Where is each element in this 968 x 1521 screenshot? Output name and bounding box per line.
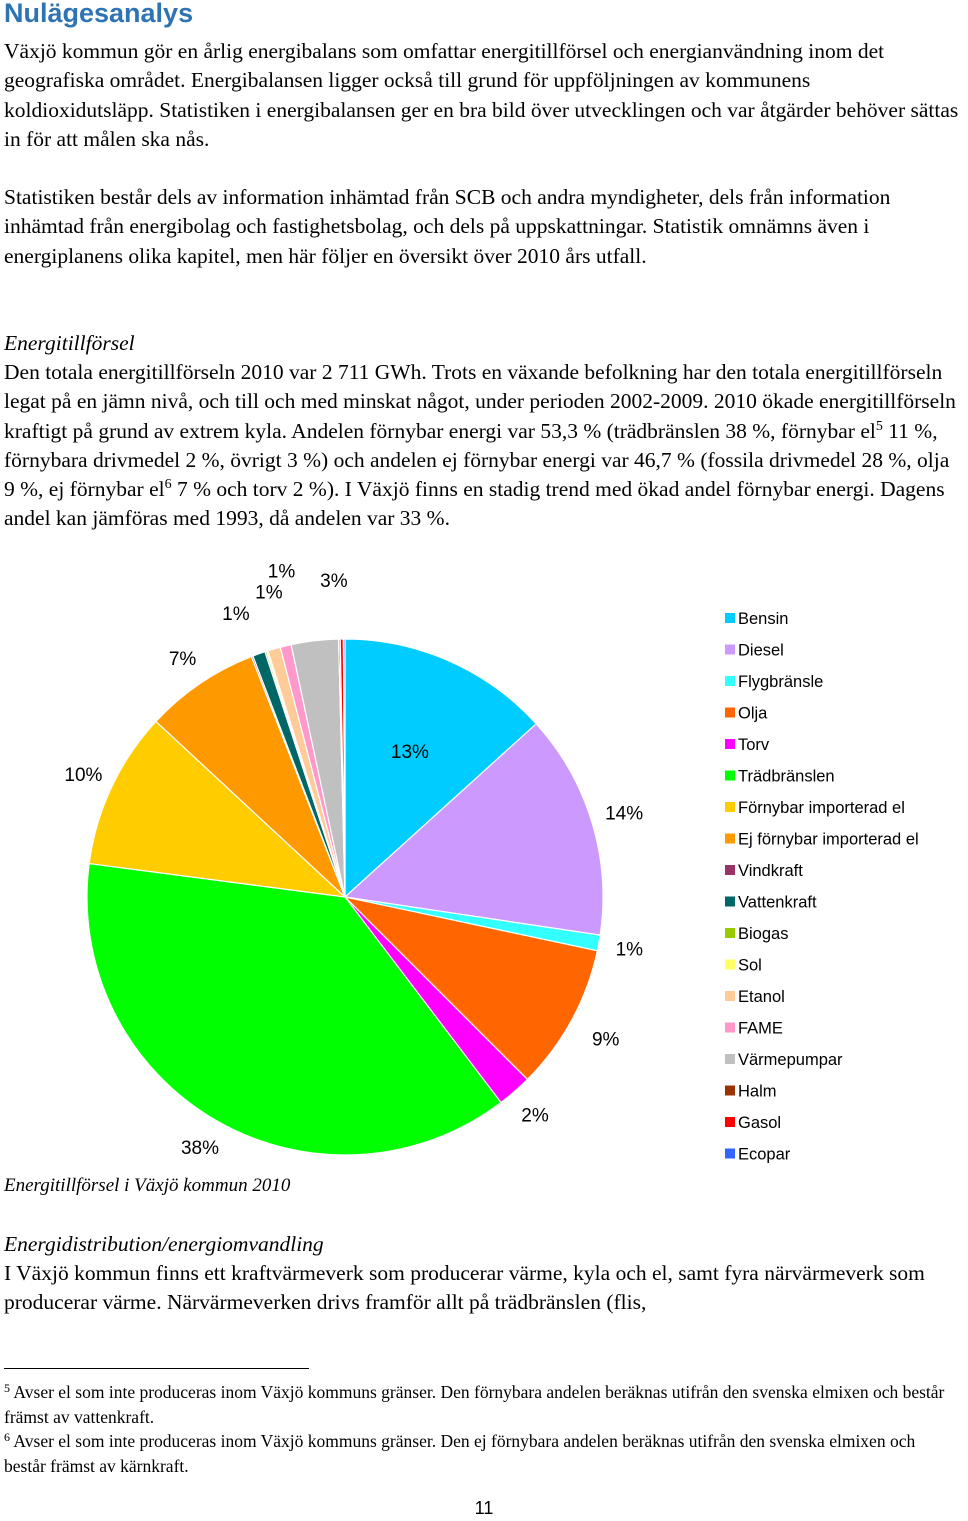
legend-item-fornybar-importerad-el <box>725 799 905 817</box>
legend-item-vindkraft <box>725 862 803 880</box>
legend-swatch <box>725 739 735 749</box>
legend-label: Sol <box>738 956 762 975</box>
footnote-number: 5 <box>4 1381 10 1395</box>
legend-swatch <box>725 928 735 938</box>
page-number: 11 <box>474 1498 494 1518</box>
legend-item-ecopar <box>725 1146 791 1164</box>
legend-label: Torv <box>738 736 770 754</box>
pie-label-etanol: 1% <box>255 582 283 604</box>
distribution-paragraph: I Växjö kommun finns ett kraftvärmeverk som producerar värme, kyla och el, samt fyra närvärmeverk som producerar värme. Närvärmeverken drivs framför allt på trädbränslen (flis, <box>4 1261 925 1315</box>
energitillforsel-text-c: 7 % och torv 2 %). I Växjö finns en stadig trend med ökad andel förnybar energi. Dagens andel kan jämföras med 1993, då andelen var 33 %. <box>4 477 945 531</box>
energy-supply-pie-chart <box>0 561 960 1170</box>
legend-swatch <box>725 1023 735 1033</box>
footnote-ref-5: 5 <box>875 418 883 434</box>
legend-swatch <box>725 991 735 1001</box>
legend-item-fame <box>725 1020 783 1038</box>
legend-swatch <box>725 1086 735 1096</box>
legend-swatch <box>725 1149 735 1159</box>
footnote-ref-6: 6 <box>164 477 172 493</box>
pie-legend <box>725 610 919 1164</box>
legend-item-biogas <box>725 925 788 943</box>
pie-label-ej-fornybar-importerad-el: 7% <box>168 649 197 670</box>
legend-label: Halm <box>738 1082 777 1101</box>
pie-label-torv: 2% <box>521 1105 549 1127</box>
legend-item-etanol <box>725 988 785 1006</box>
pie-label-fornybar-importerad-el: 10% <box>64 765 103 787</box>
legend-swatch <box>725 708 735 718</box>
pie-label-varmepumpar: 3% <box>320 570 348 592</box>
legend-label: Etanol <box>738 988 785 1006</box>
legend-swatch <box>725 960 735 970</box>
legend-label: Flygbränsle <box>738 673 824 691</box>
legend-swatch <box>725 897 735 907</box>
legend-item-torv <box>725 736 770 754</box>
legend-swatch <box>725 771 735 781</box>
legend-item-gasol <box>725 1114 781 1132</box>
legend-swatch <box>725 676 735 686</box>
footnote-5 <box>4 1380 954 1429</box>
legend-label: Förnybar importerad el <box>738 799 905 817</box>
legend-swatch <box>725 613 735 623</box>
legend-item-sol <box>725 957 762 975</box>
legend-item-bensin <box>725 610 788 628</box>
pie-label-olja: 9% <box>591 1029 620 1051</box>
page-title: Nulägesanalys <box>4 0 194 28</box>
legend-item-vattenkraft <box>725 894 817 912</box>
legend-swatch <box>725 1054 735 1064</box>
legend-swatch <box>725 834 735 844</box>
legend-label: Ecopar <box>738 1145 791 1164</box>
legend-label: Olja <box>738 704 768 723</box>
pie-label-bensin: 13% <box>390 741 429 763</box>
footnote-number: 6 <box>4 1430 10 1444</box>
legend-label: Biogas <box>738 925 789 943</box>
legend-item-ej-fornybar-importerad-el <box>725 831 919 849</box>
energitillforsel-heading: Energitillförsel <box>4 331 135 355</box>
energitillforsel-paragraph <box>4 358 959 534</box>
energitillforsel-text-b: 11 %, förnybara drivmedel 2 %, övrigt 3 %) och andelen ej förnybar energi var 46,7 % (fossila drivmedel 28 %, olja 9 %, ej förnybar el <box>4 418 950 502</box>
energitillforsel-text-a: Den totala energitillförseln 2010 var 2 711 GWh. Trots en växande befolkning har den totala energitillförseln legat på en jämn nivå, och till och med minskat något, under perioden 2002-2009. 2010 ökade energitillförseln kraftigt på grund av extrem kyla. Andelen förnybar energi var 53,3 % (trädbränslen 38 %, förnybar el <box>4 360 956 443</box>
footnote-6 <box>4 1429 954 1478</box>
legend-label: Gasol <box>738 1114 782 1132</box>
chart-caption: Energitillförsel i Växjö kommun 2010 <box>4 1175 291 1196</box>
pie-label-tradbranslen: 38% <box>180 1137 220 1159</box>
legend-swatch <box>725 802 735 812</box>
legend-swatch <box>725 645 735 655</box>
legend-item-flygbransle <box>725 673 823 691</box>
pie-slices <box>87 639 603 1155</box>
pie-label-flygbransle: 1% <box>615 939 644 961</box>
pie-label-vattenkraft: 1% <box>222 603 250 625</box>
legend-label: FAME <box>738 1019 783 1038</box>
legend-label: Trädbränslen <box>738 767 835 786</box>
legend-label: Bensin <box>738 610 789 628</box>
legend-swatch <box>725 865 735 875</box>
legend-item-diesel <box>725 642 784 660</box>
pie-label-fame: 1% <box>267 561 296 583</box>
legend-label: Vindkraft <box>738 862 803 880</box>
legend-item-olja <box>725 705 768 723</box>
legend-label: Diesel <box>738 641 784 660</box>
intro-paragraph-2: Statistiken består dels av information inhämtad från SCB och andra myndigheter, dels från information inhämtad från energibolag och fastighetsbolag, och dels på uppskattningar. Statistik omnämns även i energiplanens olika kapitel, men här följer en översikt över 2010 års utfall. <box>4 185 891 268</box>
legend-swatch <box>725 1117 735 1127</box>
distribution-heading: Energidistribution/energiomvandling <box>4 1232 324 1256</box>
footnote-text: Avser el som inte produceras inom Växjö kommuns gränser. Den ej förnybara andelen beräknas utifrån den svenska elmixen och består främst av kärnkraft. <box>4 1431 916 1476</box>
legend-label: Ej förnybar importerad el <box>738 830 919 849</box>
pie-label-diesel: 14% <box>605 803 644 825</box>
intro-paragraph-1: Växjö kommun gör en årlig energibalans som omfattar energitillförsel och energianvändning inom det geografiska området. Energibalansen ligger också till grund för uppföljningen av kommunens koldioxidutsläpp. Statistiken i energibalansen ger en bra bild över utvecklingen och var åtgärder behöver sättas in för att målen ska nås. <box>4 39 959 151</box>
legend-item-halm <box>725 1083 777 1101</box>
legend-label: Vattenkraft <box>738 893 817 912</box>
legend-item-tradbranslen <box>725 768 835 786</box>
footnote-text: Avser el som inte produceras inom Växjö kommuns gränser. Den förnybara andelen beräknas utifrån den svenska elmixen och består främst av vattenkraft. <box>4 1382 945 1427</box>
legend-label: Värmepumpar <box>738 1051 843 1069</box>
legend-item-varmepumpar <box>725 1051 843 1069</box>
footnote-separator <box>4 1368 309 1369</box>
